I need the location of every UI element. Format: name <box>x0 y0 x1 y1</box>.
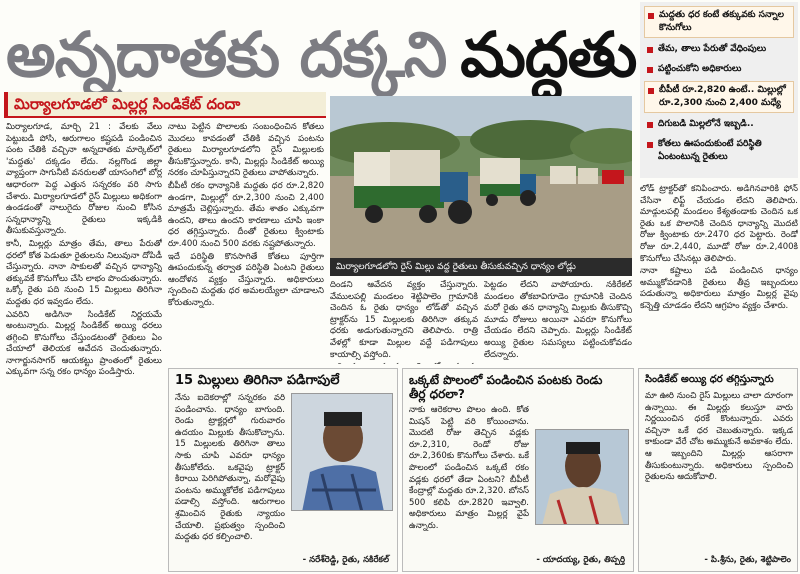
article-column-3 <box>330 280 478 364</box>
bullet-icon <box>647 122 653 128</box>
farmer-quote-box-3 <box>638 368 798 572</box>
highlight-text: పట్టించుకోని అధికారులు <box>658 64 742 74</box>
highlight-item <box>644 136 794 166</box>
article-paragraph: లోడ్ ట్రాక్టర్‌తో కనిపించారు. అడిగినవారికి ఫోన్ చేసినా లిఫ్ట్ చేయడం లేదని తెలిపారు. మాడ్గులపల్లి మండలం కేశ్యతండాకు చెందిన ఒక రైతు ఒక పొలానికి చెందిన ధాన్యాన్ని మొదటి రోజు క్వింటాకు రూ.2470 ధర పెట్టారు. రెండో రోజు రూ.2,440, మూడో రోజు రూ.2,400కి కొనుగోలు చేసినట్లు తెలిపారు. <box>640 184 798 264</box>
highlight-text: దిగుబడి మిల్లలోనే ఇబ్బడి.. <box>658 119 754 129</box>
article-paragraph: దిండని ఆవేదన వ్యక్తం చేస్తున్నారు. వేములపల్లి మండలం శెట్టిపాలెం గ్రామానికి చెందిన ఓ రైతు ధాన్యం లోడ్‌తో వచ్చిన ట్రాక్టర్‌ను 15 మిల్లులకు తిరిగినా తక్కువ ధరకు అడుగుతున్నారని తెలిపారు. రాత్రి వేళల్లో కూడా మిల్లుల వద్దే పడిగాపులు కాయాల్సి వస్తోంది. <box>330 280 478 360</box>
highlight-text: బీపీటీ రూ.2,820 ఉంటే.. మిల్లుల్లో రూ.2,300 నుంచి 2,400 మధ్యే <box>659 85 786 108</box>
bullet-icon <box>647 47 653 53</box>
box-text: నాకు ఆరెకరాల పొలం ఉంది. కోత మిషన్ పెట్టి వరి కోయించాను. మొదటి రోజు తెచ్చిన వడ్లకు రూ.2,310, రెండో రోజు రూ.2,360కు కొనుగోలు చేశారు. ఒకే పొలంలో పండించిన ఒక్కటే రకం వడ్లకు ధరలో తేడా ఏంటని? బీపీటీ కేంద్రాల్లో మద్దతు రూ.2,320. బోనస్ 500 కలిపి రూ.2820 ఇవ్వాలి. అధికారులు మాత్రం మిల్లర్ల వైపే ఉన్నారు. <box>409 405 529 531</box>
highlight-text: కోతలు ఊపందుకుంటే పరిస్థితి ఏంటంటున్న రైతులు <box>658 139 762 162</box>
article-paragraph: బీపీటీ రకం ధాన్యానికి మద్దతు ధర రూ.2,820 ఉండగా, మిల్లుల్లో రూ.2,300 నుంచి 2,400 మాత్రమే చెల్లిస్తున్నారు. తేమ శాతం ఎక్కువగా ఉందని, తాలు ఉందని కారణాలు చూపి ఇంకా ధర తగ్గిస్తున్నారు. దీంతో రైతులు క్వింటాకు రూ.400 నుంచి 500 వరకు నష్టపోతున్నారు. <box>168 180 324 249</box>
article-column-2 <box>168 122 324 362</box>
article-paragraph: మిర్యాలగూడ, మార్చి 21 : వేలకు వేలు పెట్టుబడి పోసి, ఆరుగాలం కష్టపడి పండించిన పంట చేతికి వచ్చినా అన్నదాతకు మార్కెట్‌లో 'మద్దతు' దక్కడం లేదు. నల్లగొండ జిల్లా వ్యాప్తంగా సాగునీటి వనరులతో యాసంగిలో బోర్ల ఆధారంగా పెద్ద ఎత్తున సన్నరకం వరి సాగు చేశారు. మిర్యాలగూడలో రైస్ మిల్లులు అధికంగా ఉండడంతో నాలుగైదు రోజుల నుంచి కోసిన సన్నధాన్యాన్ని రైతులు ఇక్కడికి తీసుకువస్తున్నారు. <box>6 122 162 237</box>
box-text: మా ఊరి నుంచి రైస్ మిల్లులు చాలా దూరంగా ఉన్నాయి. ఈ మిల్లర్లు కలుస్తూ వారు నిర్ణయించిన ధరకే కొంటున్నారు. ఎవరు వచ్చినా ఒకే ధర చెబుతున్నారు. ఇక్కడ కాకుండా వేరే చోట అమ్ముకునే అవకాశం లేదు. ఆ ఇబ్బందిని మిల్లర్లు ఆసరాగా తీసుకుంటున్నారు. అధికారులు స్పందించి రైతులను ఆదుకోవాలి. <box>645 391 793 483</box>
article-paragraph: కానీ, మిల్లర్లు మాత్రం తేమ, తాలు పేరుతో ధరలో కోత పెడుతూ రైతులను నిలువునా దోపిడీ చేస్తున్నారు. నానా సాకులతో వచ్చిన ధాన్యాన్ని తక్కువకే కొనుగోలు చేసి లాభం పొందుతున్నారు. ఒక్కో రైతు పది నుంచి 15 మిల్లులు తిరిగినా మద్దతు ధర ఇవ్వడం లేదు. <box>6 238 162 307</box>
farmer-quote-box-2 <box>402 368 634 572</box>
article-paragraph: పెట్టడం లేదని వాపోయారు. నకిరేకల్ మండలం తోకబావిగూడెం గ్రామానికి చెందిన మరో రైతు తన ధాన్యాన్ని మిల్లుకు తీసుకొచ్చి మూడు రోజులు అయినా ఎవరూ కొనుగోలు చేయడం లేదని చెప్పారు. మిల్లర్లు సిండికేట్ అయ్యి రైతుల సమస్యలు పట్టించుకోవడం లేదన్నారు. <box>484 280 632 360</box>
farmer-quote-box-1 <box>168 368 398 572</box>
farmer-photo <box>291 393 393 511</box>
highlight-item <box>644 61 794 78</box>
tractor-loads-image <box>330 96 632 258</box>
box-byline: - యాదయ్య, రైతు, తిప్పర్తి <box>536 555 625 565</box>
bullet-icon <box>647 67 653 73</box>
box-title: సిండికేట్ అయ్యి ధర తగ్గిస్తున్నారు <box>645 374 774 385</box>
box-title: 15 మిల్లులు తిరిగినా పడిగాపులే <box>175 373 340 388</box>
box-title: ఒక్కటే పొలంలో పండించిన పంటకు రెండు తీర్ల ధరలా? <box>409 373 603 401</box>
article-paragraph: నాటు పెట్టిన పొలాలకు సంబంధించిన కోతలు మొదలు కావడంతో చేతికి వచ్చిన పంటను రైతులు మిర్యాలగూడలోని రైస్ మిల్లులకు తీసుకొస్తున్నారు. కానీ, మిల్లర్లు సిండికేట్ అయ్యి నరకం చూపిస్తున్నారని రైతులు వాపోతున్నారు. <box>168 122 324 179</box>
subheadline: మిర్యాలగూడలో మిల్లర్ల సిండికేట్ దందా <box>4 92 326 118</box>
highlights-sidebar <box>640 2 798 178</box>
article-column-1 <box>6 122 162 562</box>
article-paragraph <box>330 362 478 364</box>
article-column-4 <box>484 280 632 364</box>
farmer-photo <box>535 429 629 525</box>
article-paragraph: ఎవరిని అడిగినా సిండికేట్ నిర్ణయమే అంటున్నారు. మిల్లర్ల సిండికేట్ అయ్యి ధరలు తగ్గించి కొనుగోలు చేస్తుండటంతో రైతులు ఏం చేయాలో తెలియక ఆవేదన చెందుతున్నారు. నాగార్జునసాగర్ ఆయకట్టు ప్రాంతంలో రైతులు ఎక్కువగా సన్న రకం ధాన్యం పండిస్తారు. <box>6 309 162 378</box>
bullet-icon <box>648 88 654 94</box>
headline-part-2: మద్దతు <box>460 18 637 91</box>
article-column-5 <box>640 184 798 364</box>
box-byline: - నరేశ్‌రెడ్డి, రైతు, నకిరేకల్ <box>302 555 389 565</box>
article-paragraph: ఇదే పరిస్థితి కొనసాగితే కోతలు పూర్తిగా ఊపందుకున్న తర్వాత పరిస్థితి ఏంటని రైతులు ఆందోళన వ్యక్తం చేస్తున్నారు. అధికారులు స్పందించి మద్దతు ధర అమలయ్యేలా చూడాలని కోరుతున్నారు. <box>168 251 324 308</box>
highlight-item <box>644 6 794 38</box>
highlight-text: తేమ, తాలు పేరుతో వేధింపులు <box>658 44 767 54</box>
farmer-portrait-image <box>536 430 629 525</box>
box-byline: - పి.శ్రీను, రైతు, శెట్టిపాలెం <box>704 555 791 565</box>
bullet-icon <box>647 142 653 148</box>
highlight-item <box>644 81 794 113</box>
box-text: నేను ఐదెకరాల్లో సన్నరకం వరి పండించాను. ధాన్యం బాగుంది. రెండు ట్రాక్టర్లలో గురువారం ఉదయం మిల్లుకు తీసుకొచ్చాను. 15 మిల్లులకు తిరిగినా తాలు సాకు చూపి ఎవరూ ధాన్యం తీసుకోలేదు. ఒకవైపు ట్రాక్టర్ కిరాయి పెరిగిపోతున్నా, మరోవైపు పంటను అమ్ముకోలేక పడిగాపులు పడాల్సి వస్తోంది. ఆరుగాలం శ్రమించిన రైతుకు న్యాయం చేయాలి. ప్రభుత్వం స్పందించి మద్దతు ధర కల్పించాలి. <box>175 393 285 543</box>
article-paragraph: నానా కష్టాలు పడి పండించిన ధాన్యం అమ్ముకోవడానికి రైతులు తీవ్ర ఇబ్బందులు పడుతున్నా అధికారులు మాత్రం మిల్లర్ల వైపు కన్నెత్తి చూడడం లేదని ఆగ్రహం వ్యక్తం చేశారు. <box>640 266 798 311</box>
farmer-portrait-image <box>292 394 393 511</box>
highlight-item <box>644 41 794 58</box>
bullet-icon <box>648 13 654 19</box>
headline <box>6 2 638 91</box>
photo-caption: మిర్యాలగూడలోని రైస్ మిల్లు వద్ద రైతులు తీసుకువచ్చిన ధాన్యం లోడ్లు <box>330 258 632 276</box>
highlight-text: మద్దతు ధర కంటే తక్కువకు సన్నాల కొనుగోలు <box>659 10 785 33</box>
headline-part-1: అన్నదాతకు దక్కని <box>6 18 447 91</box>
news-photo-tractors <box>330 96 632 258</box>
highlight-item <box>644 116 794 133</box>
